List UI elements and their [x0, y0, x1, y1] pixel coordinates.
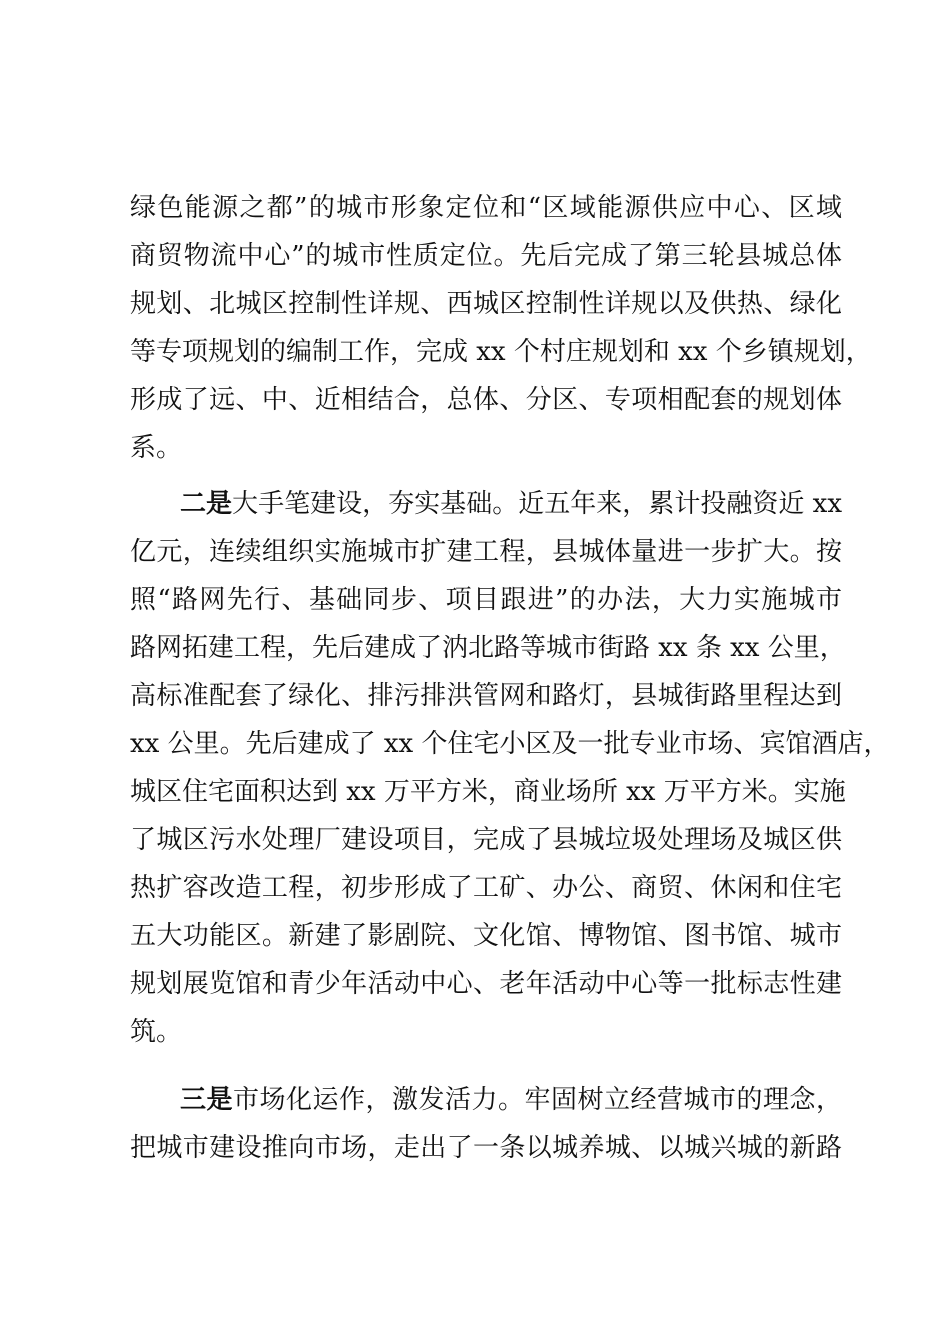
paragraph-2-line-12: 筑。	[130, 1017, 183, 1047]
paragraph-1-line-4: 等专项规划的编制工作，完成 xx 个村庄规划和 xx 个乡镇规划，	[130, 337, 872, 367]
paragraph-2-line-5: 高标准配套了绿化、排污排洪管网和路灯，县城街路里程达到	[130, 681, 842, 711]
paragraph-2-line-9: 热扩容改造工程，初步形成了工矿、办公、商贸、休闲和住宅	[130, 873, 842, 903]
paragraph-2-line-1	[180, 484, 842, 524]
paragraph-3-line-2: 把城市建设推向市场，走出了一条以城养城、以城兴城的新路	[130, 1133, 842, 1163]
paragraph-2-line-2: 亿元，连续组织实施城市扩建工程，县城体量进一步扩大。按	[130, 537, 842, 567]
paragraph-1-line-3: 规划、北城区控制性详规、西城区控制性详规以及供热、绿化	[130, 289, 842, 319]
paragraph-2-first-line-text: 大手笔建设，夯实基础。近五年来，累计投融资近 xx	[232, 489, 842, 519]
paragraph-3-lead: 三是	[180, 1085, 233, 1115]
paragraph-2-line-6: xx 公里。先后建成了 xx 个住宅小区及一批专业市场、宾馆酒店，	[130, 729, 890, 759]
paragraph-1-line-2: 商贸物流中心”的城市性质定位。先后完成了第三轮县城总体	[130, 241, 842, 271]
paragraph-2-line-3: 照“路网先行、基础同步、项目跟进”的办法，大力实施城市	[130, 585, 842, 615]
paragraph-2-line-10: 五大功能区。新建了影剧院、文化馆、博物馆、图书馆、城市	[130, 921, 842, 951]
paragraph-1-line-5: 形成了远、中、近相结合，总体、分区、专项相配套的规划体	[130, 385, 842, 415]
paragraph-3-first-line-text: 市场化运作，激发活力。牢固树立经营城市的理念，	[233, 1085, 842, 1115]
paragraph-2-line-8: 了城区污水处理厂建设项目，完成了县城垃圾处理场及城区供	[130, 825, 842, 855]
paragraph-1-line-1: 绿色能源之都”的城市形象定位和“区域能源供应中心、区域	[130, 193, 842, 223]
paragraph-2-line-7: 城区住宅面积达到 xx 万平方米，商业场所 xx 万平方米。实施	[130, 777, 846, 807]
paragraph-2-line-4: 路网拓建工程，先后建成了汭北路等城市街路 xx 条 xx 公里，	[130, 633, 846, 663]
paragraph-1-line-6: 系。	[130, 433, 183, 463]
paragraph-2-lead: 二是	[180, 489, 233, 519]
paragraph-3-line-1	[180, 1080, 842, 1120]
paragraph-2-line-11: 规划展览馆和青少年活动中心、老年活动中心等一批标志性建	[130, 969, 842, 999]
